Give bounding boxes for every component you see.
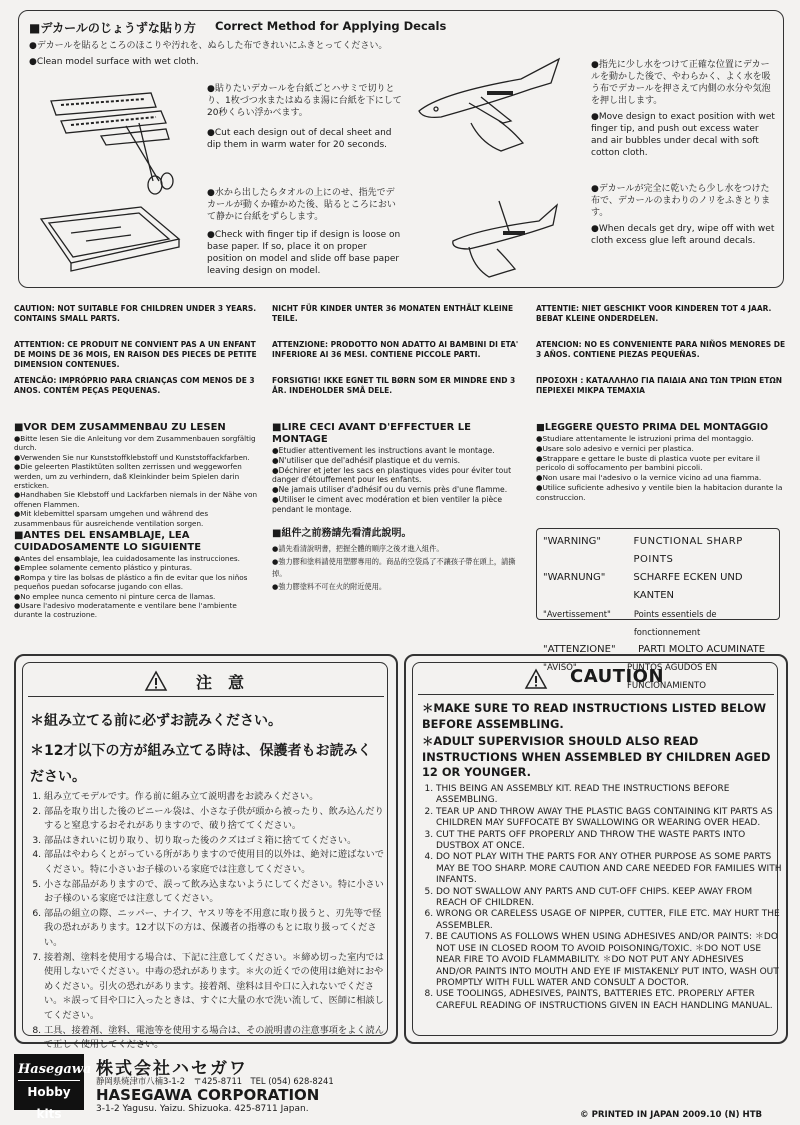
list-item: 3. 部品はきれいに切り取り、切り取った後のクズはゴミ箱に捨ててください。 [44, 834, 390, 849]
decal-step1-jp: ●デカールを貼るところのほこりや汚れを、ぬらした布できれいにふきとってください。 [29, 41, 388, 51]
read-first-de-title: ■VOR DEM ZUSAMMENBAU ZU LESEN [14, 422, 226, 433]
list-item: 5. 小さな部品がありますので、誤って飲み込まないようにしてください。特に小さいお子様のいる家庭では注意してください。 [44, 878, 390, 907]
warning-row: "ATTENZIONE" PARTI MOLTO ACUMINATE [543, 644, 766, 655]
list-item: ●請先看清說明書，把握全體的順序之後才進入組件。 [272, 544, 444, 553]
list-item: ●Utiliser le ciment avec modération et bien ventiler la pièce pendant le montage. [272, 494, 502, 514]
logo-sub: Hobby kits [27, 1085, 71, 1121]
list-item: ●Ne jamais utiliser d'adhésif ou du vernis près d'une flamme. [272, 485, 508, 495]
list-item: 7. BE CAUTIONS AS FOLLOWS WHEN USING ADHESIVES AND/OR PAINTS: ＊DO NOT USE IN CLOSED ROOM TO AVOID POISONING/TOXIC. ＊DO NOT USE NEAR FIRE TO AVOID FLAMMABILITY. ＊DO NOT PUT ANY ADHESIVES AND/OR PAINTS INTO MOUTH AND EYE IF MISTAKENLY PUT INTO, WASH OUT PROMPTLY WITH FULL WATER AND CONSULT A DOCTOR. [436, 932, 782, 989]
decal-title-en: Correct Method for Applying Decals [215, 19, 447, 33]
decal-instructions-box [18, 10, 784, 288]
decal-step5-en: ●When decals get dry, wipe off with wet cloth excess glue left around decals. [591, 224, 775, 246]
water-tray-illustration [31, 199, 191, 281]
read-first-es [14, 530, 262, 620]
list-item: 6. 部品の組立の際、ニッパー、ナイフ、ヤスリ等を不用意に取り扱うと、刃先等で怪我の恐れがあります。12才以下の方は、保護者の指導のもとに取り扱ってください。 [44, 907, 390, 951]
caution-da: FORSIGTIG! IKKE EGNET TIL BØRN SOM ER MINDRE END 3 ÅR. INDEHOLDER SMÅ DELE. [272, 376, 516, 395]
decal-step5-jp: ●デカールが完全に乾いたら少し水をつけた布で、デカールのまわりのノリをふきとります。 [591, 184, 771, 218]
list-item: ●No emplee nunca cemento ni pinture cerca de llamas. [14, 591, 216, 601]
decal-step2-en: ●Cut each design out of decal sheet and dip them in warm water for 20 seconds. [207, 128, 392, 150]
en-caution-box [404, 654, 788, 1044]
list-item: 4. DO NOT PLAY WITH THE PARTS FOR ANY OTHER PURPOSE AS SOME PARTS MAY BE TOO SHARP. MORE CAUTION AND CARE NEEDED FOR FAMILIES WITH INFANTS. [436, 852, 782, 886]
scissors-cutting-decal-illustration [41, 81, 201, 196]
read-first-it [536, 422, 786, 503]
list-item: ●Handhaben Sie Klebstoff und Lackfarben niemals in der Nähe von offenen Flammen. [14, 490, 258, 509]
list-item: ●Strappare e gettare le buste di plastica vuote per evitare il pericolo di soffocamento per bambini piccoli. [536, 453, 760, 473]
list-item: 7. 接着剤、塗料を使用する場合は、下記に注意してください。＊締め切った室内では使用しないでください。中毒の恐れがあります。＊火の近くでの使用は絶対におやめください。引火の恐れがあります。接着剤、塗料は目や口に入れないでください。＊誤って目や口に入ったときは、すぐに大量の水で洗い流して、医師に相談してください。 [44, 951, 390, 1024]
caution-es: ATENCION: NO ES CONVENIENTE PARA NIÑOS MENORES DE 3 AÑOS. CONTIENE PIEZAS PEQUEÑAS. [536, 340, 786, 359]
list-item: ●Antes del ensamblaje, lea cuidadosamente las instrucciones. [14, 554, 240, 563]
list-item: 1. THIS BEING AN ASSEMBLY KIT. READ THE INSTRUCTIONS BEFORE ASSEMBLING. [436, 784, 782, 807]
list-item: ●Usare solo adesivo e vernici per plastica. [536, 443, 694, 453]
jp-caution-lead2: ＊12才以下の方が組み立てる時は、保護者もお読みください。 [30, 743, 372, 785]
read-first-es-title: ■ANTES DEL ENSAMBLAJE, LEA CUIDADOSAMENTE LO SIGUIENTE [14, 530, 202, 553]
jp-caution-lead1: ＊組み立てる前に必ずお読みください。 [30, 713, 282, 729]
decal-step3-jp: ●水から出したらタオルの上にのせ、指先でデカールが動くか確かめた後、貼るところにおいて静かに台紙をずらします。 [207, 188, 396, 222]
printed-in-japan: © PRINTED IN JAPAN 2009.10 (N) HTB [580, 1110, 763, 1120]
list-item: ●N'utiliser que del'adhésif plastique et du vernis. [272, 455, 461, 465]
decal-step1-en: ●Clean model surface with wet cloth. [29, 57, 199, 67]
jp-caution-box [14, 654, 398, 1051]
caution-nl: ATTENTIE: NIET GESCHIKT VOOR KINDEREN TOT 4 JAAR. BEBAT KLEINE ONDERDELEN. [536, 304, 772, 323]
list-item: ●Non usare mai l'adesivo o la vernice vicino ad una fiamma. [536, 473, 762, 483]
jp-caution-title: 注 意 [196, 673, 245, 692]
caution-el: ΠΡΟΣΟΧΗ : ΚΑΤΑΛΛΗΛΟ ΓΙΑ ΠΑΙΔΙΑ ΑΝΩ ΤΩΝ ΤΡΙΩΝ ΕΤΩΝ ΠΕΡΙΕΧΕΙ ΜΙΚΡΑ ΤΕΜΑΧΙΑ [536, 376, 783, 395]
airplane-decal-placement-illustration [411, 51, 571, 161]
list-item: ●Bitte lesen Sie die Anleitung vor dem Zusammenbauen sorgfältig durch. [14, 434, 256, 453]
list-item: ●Etudier attentivement les instructions avant le montage. [272, 446, 495, 455]
warning-row: "WARNUNG" SCHARFE ECKEN UND KANTEN [543, 572, 743, 601]
jp-caution-list [30, 790, 390, 1053]
company-name-jp: 株式会社ハセガワ [96, 1059, 248, 1079]
caution-pt: ATENCÃO: IMPRÓPRIO PARA CRIANÇAS COM MENOS DE 3 ANOS. CONTÉM PEÇAS PEQUENAS. [14, 376, 255, 395]
list-item: ●Studiare attentamente le istruzioni prima del montaggio. [536, 434, 754, 443]
read-first-fr [272, 422, 524, 515]
address-en: 3-1-2 Yagusu. Yaizu. Shizuoka. 425-8711 Japan. [96, 1104, 309, 1114]
hasegawa-logo [14, 1054, 92, 1121]
read-first-zh-title: ■組件之前務請先看清此說明。 [272, 528, 412, 539]
warning-triangle-icon [524, 668, 548, 690]
address-jp: 静岡県焼津市八楠3-1-2 〒425-8711 TEL (054) 628-8241 [96, 1076, 334, 1086]
caution-fr: ATTENTION: CE PRODUIT NE CONVIENT PAS A UN ENFANT DE MOINS DE 36 MOIS, EN RAISON DES PIECES DE PETITE DIMENSION CONTENUES. [14, 340, 257, 369]
warning-row: "WARNING" FUNCTIONAL SHARP POINTS [543, 536, 743, 565]
warning-triangle-icon [144, 670, 168, 692]
list-item: 8. 工具、接着剤、塗料、電池等を使用する場合は、その説明書の注意事項をよく読んで正しく使用してください。 [44, 1024, 390, 1053]
list-item: 8. USE TOOLINGS, ADHESIVES, PAINTS, BATTERIES ETC. PROPERLY AFTER CAREFUL READING OF INSTRUCTIONS GIVEN IN EACH HANDLING MANUAL. [436, 989, 782, 1012]
list-item: ●Déchirer et jeter les sacs en plastiques vides pour éviter tout danger d'étouffement pour les enfants. [272, 465, 512, 485]
read-first-zh [272, 528, 524, 593]
read-first-de [14, 422, 262, 528]
decal-step2-jp: ●貼りたいデカールを台紙ごとハサミで切りとり、1枚づつ水またはぬるま湯に台紙を下にして20秒くらい浮かべます。 [207, 84, 402, 118]
wiping-decal-illustration [439, 191, 579, 281]
list-item: ●強力膠塗料不可在火的附近使用。 [272, 581, 387, 591]
list-item: 3. CUT THE PARTS OFF PROPERLY AND THROW THE WASTE PARTS INTO DUSTBOX AT ONCE. [436, 830, 782, 853]
list-item: ●Usare l'adesivo moderatamente e ventilare bene l'ambiente durante la costruzione. [14, 601, 237, 620]
en-caution-lead1: ＊MAKE SURE TO READ INSTRUCTIONS LISTED BELOW BEFORE ASSEMBLING. [422, 701, 767, 731]
list-item: ●Emplee solamente cemento plástico y pinturas. [14, 563, 192, 573]
en-caution-list [422, 784, 782, 1012]
list-item: ●Mit klebemittel sparsam umgehen und während des zusammenbaus für ausreichende ventilation sorgen. [14, 509, 209, 528]
list-item: 2. 部品を取り出した後のビニール袋は、小さな子供が頭から被ったり、飲み込んだりすると窒息するおそれがありますので、破り捨ててください。 [44, 805, 390, 834]
en-caution-lead2: ＊ADULT SUPERVISIOR SHOULD ALSO READ INSTRUCTIONS WHEN ASSEMBLED BY CHILDREN AGED 12 OR YOUNGER. [422, 734, 771, 780]
list-item: 2. TEAR UP AND THROW AWAY THE PLASTIC BAGS CONTAINING KIT PARTS AS CHILDREN MAY SUFFOCATE BY SWALLOWING OR WEARING OVER HEAD. [436, 807, 782, 830]
en-caution-title: CAUTION [570, 666, 665, 687]
decal-title-jp: ■デカールのじょうずな貼り方 [29, 21, 196, 35]
caution-it: ATTENZIONE: PRODOTTO NON ADATTO AI BAMBINI DI ETA' INFERIORE AI 36 MESI. CONTIENE PICCOLE PARTI. [272, 340, 519, 359]
decal-step3-en: ●Check with finger tip if design is loose on base paper. If so, place it on proper position on model and slide off base paper leaving design on model. [207, 230, 401, 276]
read-first-it-title: ■LEGGERE QUESTO PRIMA DEL MONTAGGIO [536, 422, 769, 433]
list-item: 4. 部品はやわらくとがっている所がありますので使用目的以外は、絶対に遊ばないでください。特に小さいお子様のいる家庭では注意してください。 [44, 848, 390, 877]
decal-step4-jp: ●指先に少し水をつけて正確な位置にデカールを動かした後で、やわらかく、よく水を吸う布でデカールを押さえて内側の水分や気泡を押し出します。 [591, 60, 771, 106]
warning-row: "Avertissement" Points essentiels de fonctionnement [543, 609, 717, 637]
list-item: ●Utilice suficiente adhesivo y ventile bien la habitacion durante la construccion. [536, 482, 783, 502]
company-name-en: HASEGAWA CORPORATION [96, 1086, 320, 1104]
list-item: ●Verwenden Sie nur Kunststoffklebstoff und Kunststoffackfarben. [14, 452, 250, 462]
read-first-fr-title: ■LIRE CECI AVANT D'EFFECTUER LE MONTAGE [272, 422, 471, 445]
list-item: ●強力膠和塗料請使用塑膠專用的。商品的空袋爲了不讓孩子帶在頭上，請撕掉。 [272, 556, 516, 579]
logo-text: Hasegawa [18, 1060, 80, 1081]
list-item: ●Rompa y tire las bolsas de plástico a fin de evitar que los niños pequeños puedan sofocarse jugando con ellas. [14, 572, 248, 592]
decal-step4-en: ●Move design to exact position with wet finger tip, and push out excess water and air bubbles under decal with soft cotton cloth. [591, 112, 775, 158]
warning-row: "AVISO" PUNTOS AGUDOS EN FUNCIONAMIENTO [543, 663, 718, 691]
caution-de: NICHT FÜR KINDER UNTER 36 MONATEN ENTHÄLT KLEINE TEILE. [272, 304, 514, 323]
list-item: 6. WRONG OR CARELESS USAGE OF NIPPER, CUTTER, FILE ETC. MAY HURT THE ASSEMBLER. [436, 909, 782, 932]
caution-en: CAUTION: NOT SUITABLE FOR CHILDREN UNDER 3 YEARS. CONTAINS SMALL PARTS. [14, 304, 257, 323]
list-item: 1. 組み立てモデルです。作る前に組み立て説明書をお読みください。 [44, 790, 390, 805]
list-item: 5. DO NOT SWALLOW ANY PARTS AND CUT-OFF CHIPS. KEEP AWAY FROM REACH OF CHILDREN. [436, 887, 782, 910]
list-item: ●Die geleerten Plastiktüten sollten zerrissen und weggeworfen werden, um zu verhindern, daß Kleinkinder beim Spielen darin ersticken. [14, 462, 242, 491]
